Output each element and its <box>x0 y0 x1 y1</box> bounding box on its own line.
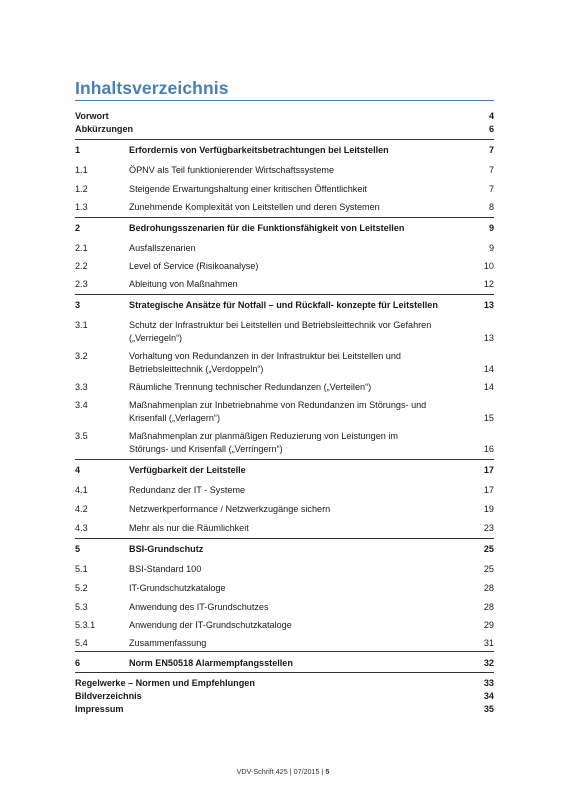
entry-title: Mehr als nur die Räumlichkeit <box>129 523 249 533</box>
entry-title: Ausfallszenarien <box>129 243 196 253</box>
entry-number: 6 <box>75 658 81 668</box>
toc-entry-chapter[interactable] <box>75 657 494 670</box>
entry-title: Vorwort <box>75 111 109 121</box>
toc-entry-section[interactable] <box>75 637 494 650</box>
entry-title-line: Krisenfall („Verlagern“) <box>129 413 220 423</box>
entry-title: IT-Grundschutzkataloge <box>129 583 226 593</box>
entry-title <box>129 319 464 345</box>
toc-entry-section[interactable] <box>75 260 494 273</box>
entry-page: 25 <box>483 544 494 554</box>
toc-entry-section[interactable] <box>75 430 494 456</box>
entry-page: 4 <box>488 111 494 121</box>
entry-number: 3.4 <box>75 400 88 410</box>
toc-entry-back[interactable] <box>75 677 494 690</box>
toc-entry-chapter[interactable] <box>75 543 494 556</box>
chapter-divider <box>75 651 494 652</box>
toc-entry-section[interactable] <box>75 381 494 394</box>
entry-page: 23 <box>483 523 494 533</box>
entry-number: 5.3 <box>75 602 88 612</box>
entry-page: 7 <box>488 145 494 155</box>
entry-title <box>129 399 464 425</box>
entry-number: 3.2 <box>75 351 88 361</box>
entry-title: Erfordernis von Verfügbarkeitsbetrachtungen bei Leitstellen <box>129 145 389 155</box>
entry-title <box>129 430 464 456</box>
entry-page: 28 <box>483 602 494 612</box>
entry-number: 5.1 <box>75 564 88 574</box>
entry-number: 5.3.1 <box>75 620 96 630</box>
entry-page: 12 <box>483 279 494 289</box>
entry-title: Bildverzeichnis <box>75 691 142 701</box>
entry-page: 15 <box>483 413 494 423</box>
page-title: Inhaltsverzeichnis <box>75 78 229 98</box>
entry-title: BSI-Standard 100 <box>129 564 202 574</box>
entry-title: Räumliche Trennung technischer Redundanzen („Verteilen“) <box>129 382 372 392</box>
toc-entry-chapter[interactable] <box>75 464 494 477</box>
entry-page: 29 <box>483 620 494 630</box>
entry-title: Regelwerke – Normen und Empfehlungen <box>75 678 255 688</box>
chapter-divider <box>75 294 494 295</box>
entry-title: BSI-Grundschutz <box>129 544 204 554</box>
entry-number: 4.2 <box>75 504 88 514</box>
entry-page: 8 <box>488 202 494 212</box>
entry-page: 32 <box>483 658 494 668</box>
toc-entry-section[interactable] <box>75 164 494 177</box>
entry-page: 16 <box>483 444 494 454</box>
toc-entry-section[interactable] <box>75 278 494 291</box>
toc-entry-section[interactable] <box>75 619 494 632</box>
entry-number: 5.2 <box>75 583 88 593</box>
entry-page: 34 <box>483 691 494 701</box>
chapter-divider <box>75 217 494 218</box>
entry-page: 9 <box>488 243 494 253</box>
toc-entry-section[interactable] <box>75 503 494 516</box>
entry-title: Strategische Ansätze für Notfall – und Rückfall- konzepte für Leitstellen <box>129 300 438 310</box>
chapter-divider <box>75 139 494 140</box>
toc-entry-front[interactable] <box>75 123 494 136</box>
entry-number: 3.1 <box>75 320 88 330</box>
entry-title: Netzwerkperformance / Netzwerkzugänge sichern <box>129 504 331 514</box>
entry-number: 3.5 <box>75 431 88 441</box>
entry-page: 7 <box>488 165 494 175</box>
entry-page: 13 <box>483 333 494 343</box>
entry-title: Zusammenfassung <box>129 638 207 648</box>
entry-page: 7 <box>488 184 494 194</box>
entry-number: 1.3 <box>75 202 88 212</box>
toc-entry-back[interactable] <box>75 703 494 716</box>
entry-page: 19 <box>483 504 494 514</box>
entry-title-line: Maßnahmenplan zur planmäßigen Reduzierung von Leistungen im <box>129 431 398 441</box>
toc-entry-section[interactable] <box>75 319 494 345</box>
toc-entry-section[interactable] <box>75 201 494 214</box>
footer-text: VDV-Schrift 425 | 07/2015 | <box>236 767 324 776</box>
entry-number: 5 <box>75 544 81 554</box>
toc-entry-section[interactable] <box>75 522 494 535</box>
entry-title: Steigende Erwartungshaltung einer kritischen Öffentlichkeit <box>129 184 367 194</box>
entry-page: 14 <box>483 364 494 374</box>
toc-entry-section[interactable] <box>75 563 494 576</box>
entry-page: 17 <box>483 485 494 495</box>
entry-title-line: Schutz der Infrastruktur bei Leitstellen und Betriebsleittechnik vor Gefahren <box>129 320 432 330</box>
entry-title-line: Vorhaltung von Redundanzen in der Infrastruktur bei Leitstellen und <box>129 351 401 361</box>
chapter-divider <box>75 459 494 460</box>
toc-entry-chapter[interactable] <box>75 144 494 157</box>
entry-title: Zunehmende Komplexität von Leitstellen und deren Systemen <box>129 202 380 212</box>
entry-title-line: Maßnahmenplan zur Inbetriebnahme von Redundanzen im Störungs- und <box>129 400 427 410</box>
entry-title <box>129 350 464 376</box>
entry-title: Ableitung von Maßnahmen <box>129 279 238 289</box>
toc-entry-back[interactable] <box>75 690 494 703</box>
entry-page: 17 <box>483 465 494 475</box>
entry-number: 2.1 <box>75 243 88 253</box>
title-underline <box>75 100 494 101</box>
entry-page: 33 <box>483 678 494 688</box>
entry-page: 10 <box>483 261 494 271</box>
entry-title-line: Störungs- und Krisenfall („Verringern“) <box>129 444 283 454</box>
entry-title: Abkürzungen <box>75 124 134 134</box>
entry-page: 25 <box>483 564 494 574</box>
toc-entry-section[interactable] <box>75 350 494 376</box>
entry-number: 1.1 <box>75 165 88 175</box>
entry-number: 2 <box>75 223 81 233</box>
entry-title: Level of Service (Risikoanalyse) <box>129 261 259 271</box>
entry-title: Impressum <box>75 704 124 714</box>
chapter-divider <box>75 538 494 539</box>
entry-page: 35 <box>483 704 494 714</box>
toc-entry-chapter[interactable] <box>75 299 494 312</box>
page-footer <box>0 767 566 776</box>
entry-title: Verfügbarkeit der Leitstelle <box>129 465 246 475</box>
entry-number: 4.3 <box>75 523 88 533</box>
entry-page: 9 <box>488 223 494 233</box>
entry-title-line: Betriebsleittechnik („Verdoppeln“) <box>129 364 264 374</box>
entry-title: Norm EN50518 Alarmempfangsstellen <box>129 658 293 668</box>
entry-title: Redundanz der IT - Systeme <box>129 485 246 495</box>
entry-number: 3.3 <box>75 382 88 392</box>
toc-entry-chapter[interactable] <box>75 222 494 235</box>
entry-number: 2.3 <box>75 279 88 289</box>
toc-entry-section[interactable] <box>75 242 494 255</box>
toc-entry-section[interactable] <box>75 183 494 196</box>
toc-entry-section[interactable] <box>75 601 494 614</box>
entry-title: Bedrohungsszenarien für die Funktionsfähigkeit von Leitstellen <box>129 223 405 233</box>
entry-page: 28 <box>483 583 494 593</box>
toc-entry-section[interactable] <box>75 484 494 497</box>
entry-title: Anwendung des IT-Grundschutzes <box>129 602 269 612</box>
entry-page: 14 <box>483 382 494 392</box>
entry-number: 2.2 <box>75 261 88 271</box>
entry-number: 4.1 <box>75 485 88 495</box>
entry-number: 5.4 <box>75 638 88 648</box>
entry-title: Anwendung der IT-Grundschutzkataloge <box>129 620 292 630</box>
toc-entry-section[interactable] <box>75 582 494 595</box>
entry-title: ÖPNV als Teil funktionierender Wirtschaftssysteme <box>129 165 335 175</box>
entry-page: 6 <box>488 124 494 134</box>
entry-number: 1.2 <box>75 184 88 194</box>
chapter-divider <box>75 672 494 673</box>
entry-title-line: („Verriegeln“) <box>129 333 183 343</box>
entry-page: 31 <box>483 638 494 648</box>
entry-page: 13 <box>483 300 494 310</box>
toc-entry-section[interactable] <box>75 399 494 425</box>
footer-page-number: 5 <box>325 767 330 776</box>
entry-number: 4 <box>75 465 81 475</box>
toc-entry-front[interactable] <box>75 110 494 123</box>
entry-number: 3 <box>75 300 81 310</box>
entry-number: 1 <box>75 145 81 155</box>
